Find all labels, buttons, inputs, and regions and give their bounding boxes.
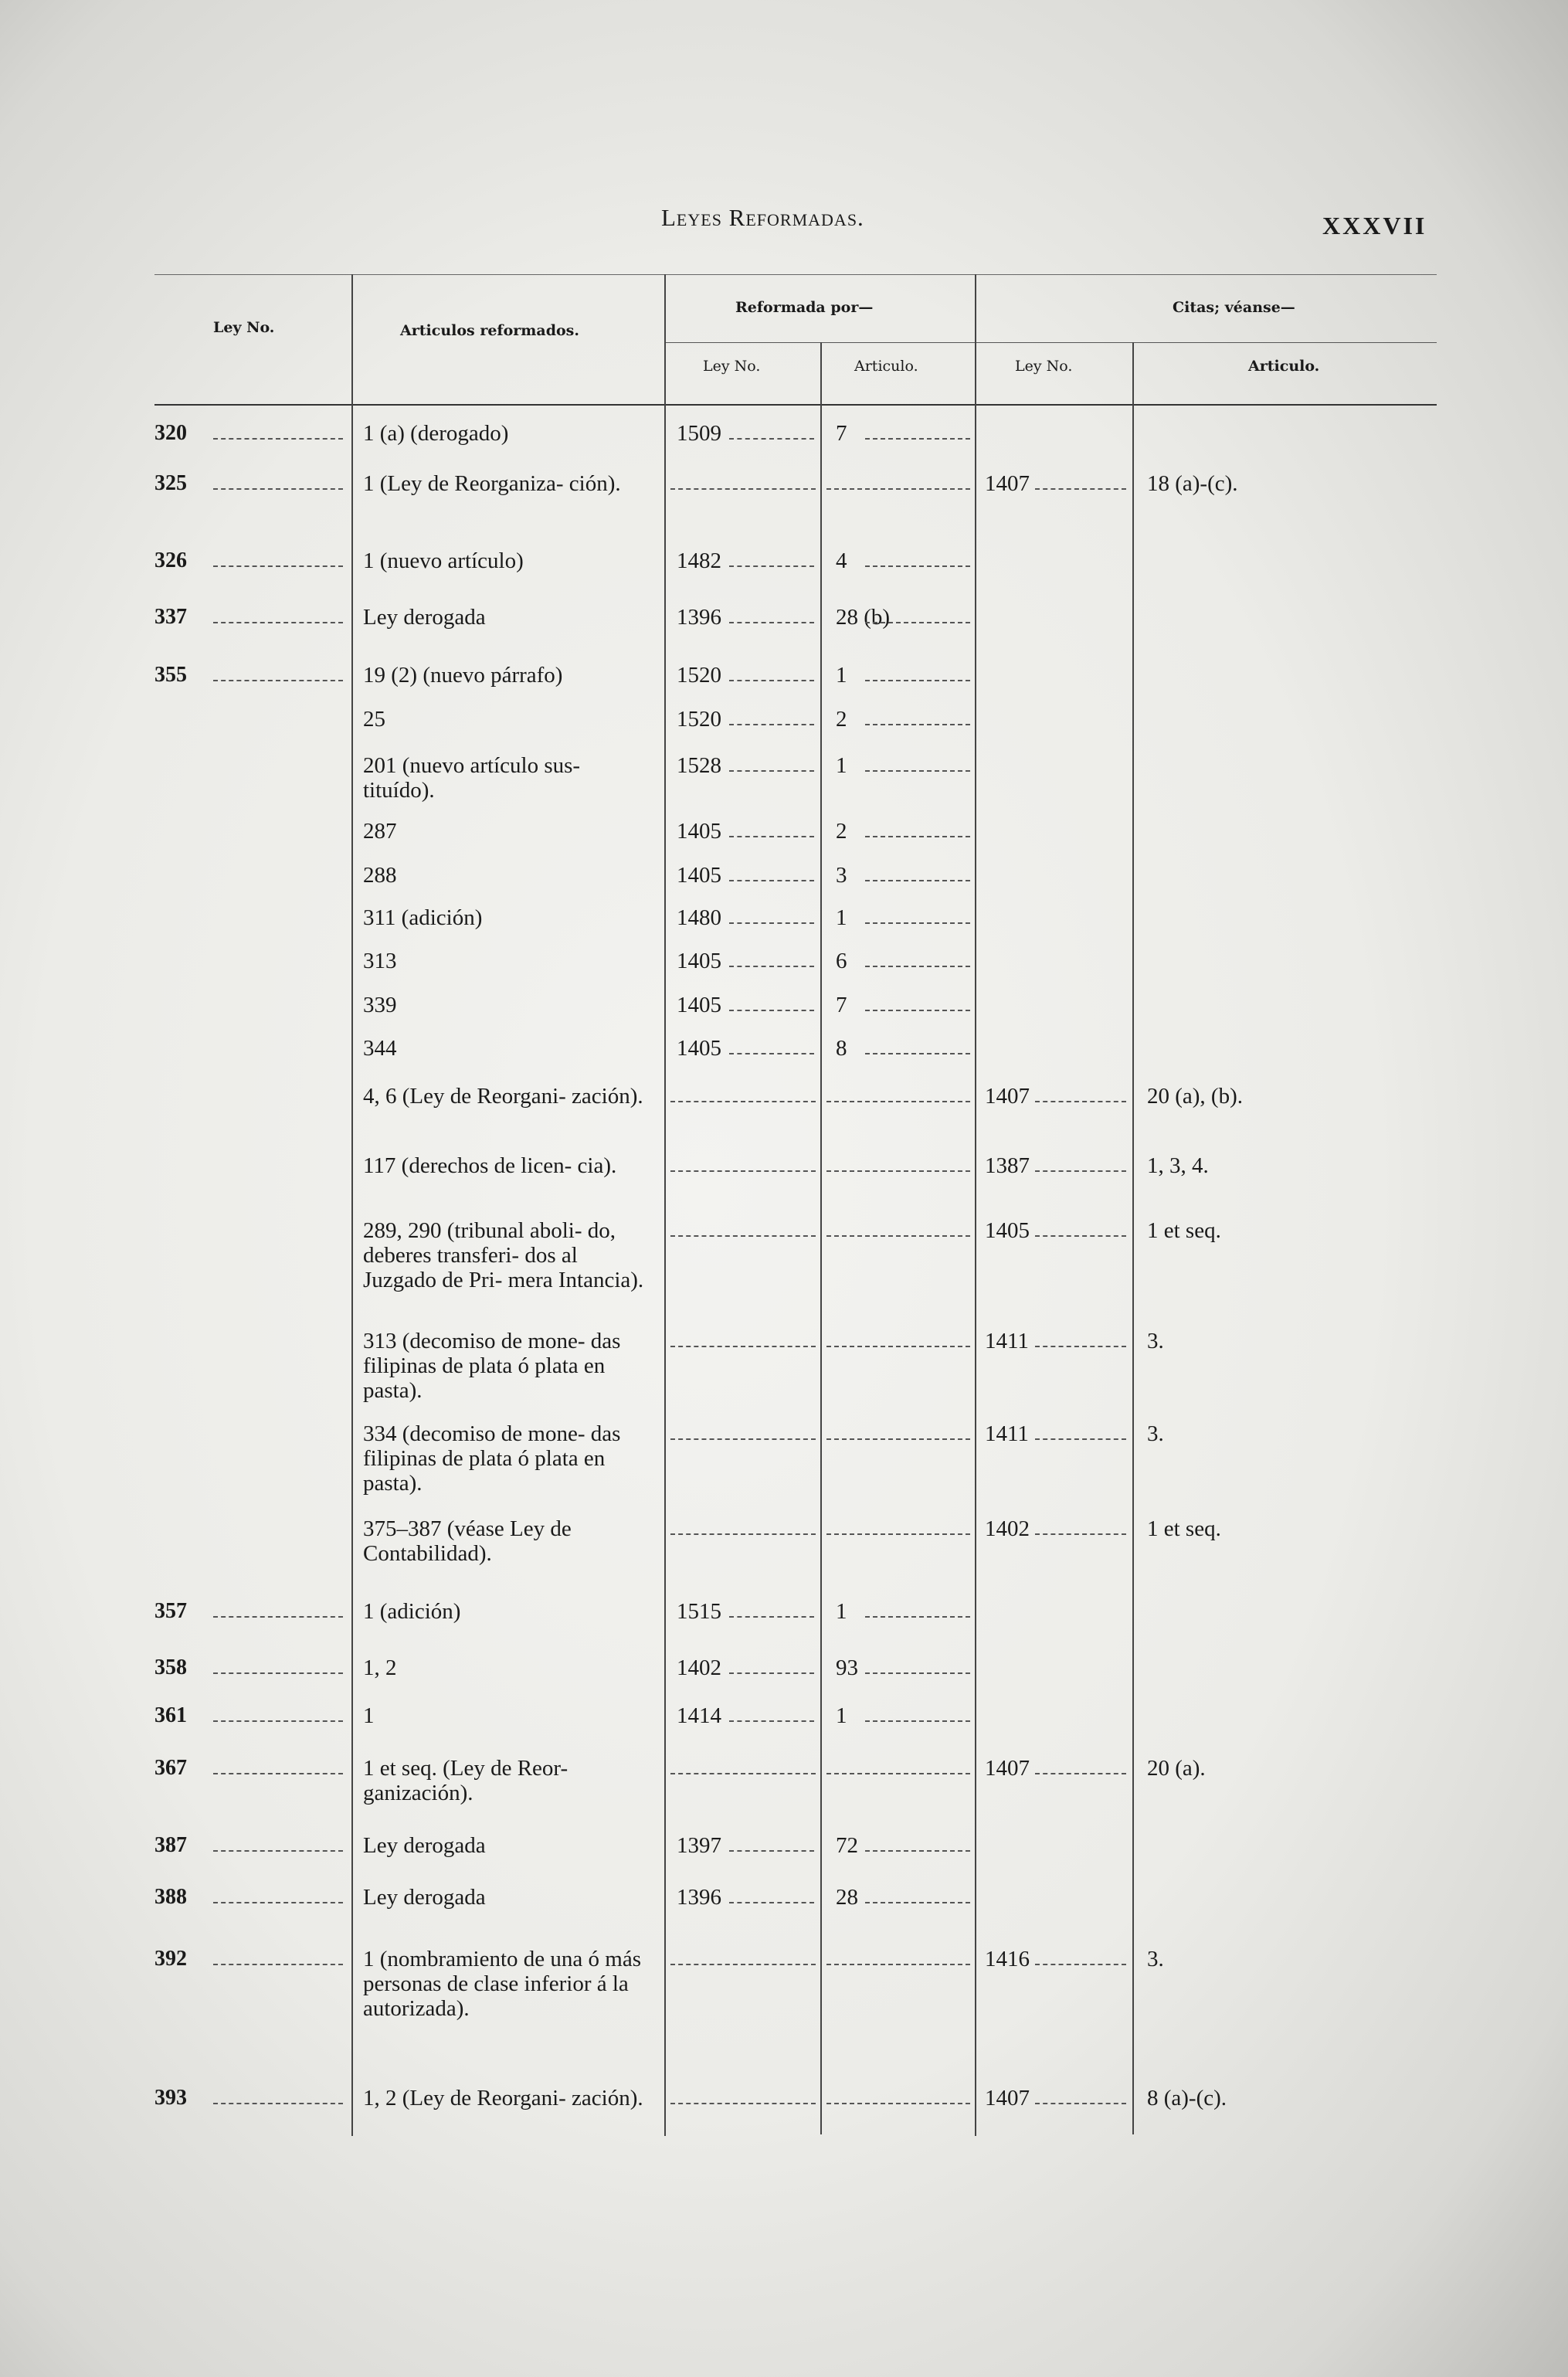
leader-dots [865,1850,970,1852]
leader-dots [213,565,343,567]
row-citas-ley: 1411 [985,1329,1029,1353]
leader-dots [826,488,970,490]
row-articulos: 1 et seq. (Ley de Reor- ganización). [363,1756,568,1805]
row-articulos: 1 (nuevo artículo) [363,548,524,573]
leader-dots [213,1672,343,1674]
leader-dots [729,438,814,440]
row-reformada-ley: 1520 [677,707,721,732]
row-reformada-ley: 1396 [677,1885,721,1910]
row-articulos: 4, 6 (Ley de Reorgani- zación). [363,1084,643,1109]
leader-dots [865,922,970,924]
row-articulos: 25 [363,707,385,732]
row-articulos: 19 (2) (nuevo párrafo) [363,663,563,688]
row-reformada-articulo: 6 [836,949,847,973]
row-citas-ley: 1405 [985,1218,1030,1243]
row-articulos: 311 (adición) [363,905,483,930]
row-articulos: 1 (a) (derogado) [363,421,509,446]
leader-dots [1035,1170,1126,1172]
leader-dots [1035,2103,1126,2104]
row-reformada-articulo: 8 [836,1036,847,1061]
row-reformada-ley: 1509 [677,421,721,446]
row-citas-ley: 1416 [985,1947,1030,1971]
leader-dots [213,1616,343,1618]
row-citas-articulo: 3. [1147,1421,1164,1446]
leader-dots [670,1346,816,1347]
leader-dots [729,680,814,681]
row-citas-articulo: 1, 3, 4. [1147,1153,1209,1178]
row-articulos: 334 (decomiso de mone- das filipinas de plata ó plata en pasta). [363,1421,621,1496]
row-ley-number: 393 [154,2086,187,2110]
row-articulos: 201 (nuevo artículo sus- tituído). [363,753,581,803]
leader-dots [865,1902,970,1903]
subheader-ley-reformada: Ley No. [703,358,761,375]
header-ley: Ley No. [213,319,275,336]
subheader-articulo-citas: Articulo. [1248,358,1320,375]
row-ley-number: 355 [154,663,187,687]
leader-dots [1035,1773,1126,1774]
leader-dots [826,1170,970,1172]
row-citas-articulo: 1 et seq. [1147,1218,1221,1243]
leader-dots [729,1720,814,1722]
leader-dots [865,1053,970,1054]
leader-dots [729,1672,814,1674]
row-articulos: 287 [363,819,397,844]
col-divider-1 [351,274,353,2136]
row-ley-number: 367 [154,1756,187,1780]
leader-dots [729,1053,814,1054]
leader-dots [213,438,343,440]
leader-dots [865,622,970,623]
row-reformada-ley: 1405 [677,819,721,844]
leader-dots [865,880,970,881]
row-reformada-ley: 1397 [677,1833,721,1858]
leader-dots [729,1010,814,1011]
col-divider-2 [664,274,666,2136]
row-reformada-ley: 1402 [677,1655,721,1680]
row-reformada-articulo: 1 [836,663,847,688]
leader-dots [729,880,814,881]
page-title: Leyes Reformadas. [661,204,864,231]
leader-dots [865,770,970,772]
leader-dots [729,565,814,567]
row-ley-number: 361 [154,1703,187,1727]
row-articulos: 313 [363,949,397,973]
row-reformada-ley: 1405 [677,863,721,888]
row-reformada-articulo: 1 [836,753,847,778]
leader-dots [1035,1533,1126,1535]
leader-dots [865,966,970,967]
leader-dots [729,1616,814,1618]
leader-dots [865,438,970,440]
row-ley-number: 325 [154,471,187,495]
header-articulos: Articulos reformados. [400,322,579,339]
leader-dots [729,622,814,623]
row-reformada-ley: 1480 [677,905,721,930]
row-articulos: 344 [363,1036,397,1061]
leader-dots [826,1533,970,1535]
row-reformada-articulo: 1 [836,1703,847,1728]
row-reformada-articulo: 2 [836,819,847,844]
row-reformada-articulo: 2 [836,707,847,732]
row-ley-number: 357 [154,1599,187,1623]
header-reformada: Reformada por— [735,299,874,316]
row-citas-articulo: 8 (a)-(c). [1147,2086,1227,2110]
row-ley-number: 388 [154,1885,187,1909]
row-ley-number: 337 [154,605,187,629]
leader-dots [670,1773,816,1774]
row-reformada-ley: 1520 [677,663,721,688]
row-reformada-ley: 1405 [677,1036,721,1061]
laws-table [154,274,1437,2136]
header-mid-rule [664,342,1437,343]
col-divider-5 [1132,342,1134,2134]
row-articulos: 288 [363,863,397,888]
row-articulos: 375–387 (véase Ley de Contabilidad). [363,1516,572,1566]
leader-dots [826,2103,970,2104]
leader-dots [729,724,814,725]
leader-dots [213,1850,343,1852]
leader-dots [213,1964,343,1965]
row-citas-articulo: 18 (a)-(c). [1147,471,1238,496]
leader-dots [670,1101,816,1102]
leader-dots [826,1235,970,1237]
row-reformada-articulo: 28 [836,1885,858,1910]
subheader-articulo-reformada: Articulo. [854,358,918,375]
leader-dots [1035,1346,1126,1347]
leader-dots [670,1964,816,1965]
row-ley-number: 358 [154,1655,187,1679]
leader-dots [213,488,343,490]
row-reformada-ley: 1405 [677,949,721,973]
row-reformada-articulo: 28 (b) [836,605,891,630]
row-citas-ley: 1402 [985,1516,1030,1541]
row-reformada-articulo: 3 [836,863,847,888]
row-articulos: 1 [363,1703,375,1728]
leader-dots [1035,1101,1126,1102]
leader-dots [213,680,343,681]
row-reformada-ley: 1414 [677,1703,721,1728]
leader-dots [729,1850,814,1852]
leader-dots [729,922,814,924]
leader-dots [865,1672,970,1674]
leader-dots [826,1964,970,1965]
leader-dots [213,2103,343,2104]
leader-dots [865,1010,970,1011]
row-reformada-articulo: 72 [836,1833,858,1858]
leader-dots [1035,1964,1126,1965]
leader-dots [865,1720,970,1722]
row-reformada-ley: 1405 [677,993,721,1017]
row-reformada-articulo: 7 [836,421,847,446]
row-citas-ley: 1411 [985,1421,1029,1446]
leader-dots [865,724,970,725]
subheader-ley-citas: Ley No. [1015,358,1073,375]
leader-dots [865,1616,970,1618]
table-top-rule [154,274,1437,275]
row-citas-ley: 1407 [985,1756,1030,1781]
row-reformada-ley: 1528 [677,753,721,778]
leader-dots [670,2103,816,2104]
leader-dots [826,1773,970,1774]
leader-dots [729,836,814,837]
leader-dots [729,770,814,772]
row-ley-number: 320 [154,421,187,445]
row-articulos: 1 (nombramiento de una ó más personas de clase inferior á la autorizada). [363,1947,641,2021]
row-citas-ley: 1407 [985,1084,1030,1109]
page-number: XXXVII [1322,212,1427,239]
col-divider-3 [820,342,822,2134]
row-articulos: Ley derogada [363,1885,486,1910]
row-reformada-articulo: 1 [836,905,847,930]
row-reformada-ley: 1482 [677,548,721,573]
row-articulos: Ley derogada [363,605,486,630]
row-citas-articulo: 3. [1147,1329,1164,1353]
header-citas: Citas; véanse— [1173,299,1295,316]
row-articulos: 289, 290 (tribunal aboli- do, deberes transferi- dos al Juzgado de Pri- mera Intancia). [363,1218,644,1292]
row-citas-articulo: 3. [1147,1947,1164,1971]
row-ley-number: 392 [154,1947,187,1971]
row-articulos: 1 (Ley de Reorganiza- ción). [363,471,621,496]
leader-dots [826,1346,970,1347]
leader-dots [213,622,343,623]
leader-dots [213,1902,343,1903]
row-reformada-ley: 1515 [677,1599,721,1624]
leader-dots [670,488,816,490]
leader-dots [670,1533,816,1535]
leader-dots [213,1773,343,1774]
row-articulos: 1, 2 (Ley de Reorgani- zación). [363,2086,643,2110]
leader-dots [1035,1438,1126,1440]
leader-dots [729,1902,814,1903]
row-citas-ley: 1407 [985,2086,1030,2110]
row-citas-articulo: 20 (a), (b). [1147,1084,1244,1109]
leader-dots [865,565,970,567]
row-reformada-articulo: 93 [836,1655,858,1680]
leader-dots [670,1170,816,1172]
leader-dots [1035,488,1126,490]
row-articulos: Ley derogada [363,1833,486,1858]
row-articulos: 1 (adición) [363,1599,461,1624]
leader-dots [826,1438,970,1440]
header-bottom-rule [154,404,1437,406]
row-articulos: 1, 2 [363,1655,397,1680]
row-reformada-articulo: 4 [836,548,847,573]
leader-dots [826,1101,970,1102]
row-citas-articulo: 1 et seq. [1147,1516,1221,1541]
row-reformada-articulo: 1 [836,1599,847,1624]
col-divider-4 [975,274,976,2136]
row-ley-number: 387 [154,1833,187,1857]
row-articulos: 117 (derechos de licen- cia). [363,1153,617,1178]
leader-dots [729,966,814,967]
row-citas-ley: 1387 [985,1153,1030,1178]
row-articulos: 313 (decomiso de mone- das filipinas de plata ó plata en pasta). [363,1329,621,1403]
leader-dots [670,1235,816,1237]
leader-dots [213,1720,343,1722]
leader-dots [865,680,970,681]
row-reformada-articulo: 7 [836,993,847,1017]
leader-dots [865,836,970,837]
row-reformada-ley: 1396 [677,605,721,630]
row-articulos: 339 [363,993,397,1017]
row-citas-articulo: 20 (a). [1147,1756,1206,1781]
row-citas-ley: 1407 [985,471,1030,496]
leader-dots [670,1438,816,1440]
row-ley-number: 326 [154,548,187,572]
leader-dots [1035,1235,1126,1237]
